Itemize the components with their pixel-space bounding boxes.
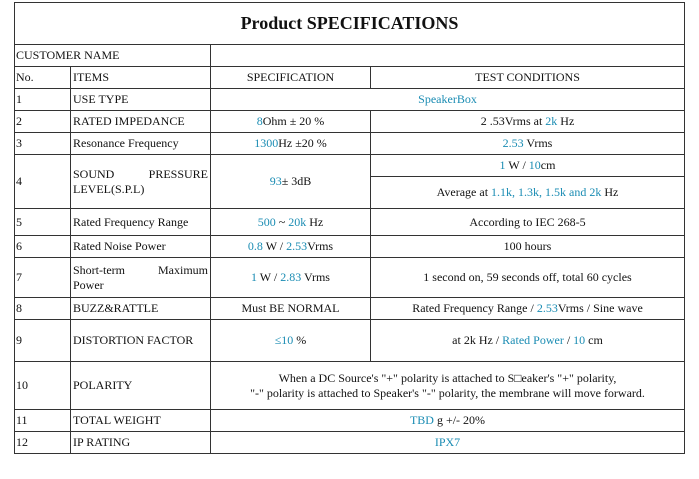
header-items: ITEMS: [71, 67, 211, 89]
test-value: 10: [528, 158, 541, 172]
spec-text: Vrms: [301, 270, 330, 284]
spec-text: %: [293, 333, 307, 347]
table-row: [15, 111, 685, 133]
spec-text: ± 3dB: [281, 174, 312, 188]
row-spec: [211, 236, 371, 258]
test-text: 2 .53Vrms at: [480, 114, 546, 128]
row-polarity-text: [211, 362, 685, 410]
item-line: LEVEL(S.P.L): [73, 181, 145, 196]
row-item: Rated Frequency Range: [71, 209, 211, 236]
value-highlight: SpeakerBox: [418, 92, 477, 106]
customer-name-label: CUSTOMER NAME: [15, 45, 211, 67]
row-test: According to IEC 268-5: [371, 209, 685, 236]
row-item: USE TYPE: [71, 89, 211, 111]
table-row: [15, 298, 685, 320]
spec-value: 93: [269, 174, 282, 188]
polarity-line: When a DC Source's "+" polarity is attached to S□eaker's "+" polarity,: [278, 370, 617, 385]
row-no: 9: [15, 320, 71, 362]
customer-name-value[interactable]: [211, 45, 685, 67]
test-text: at 2k Hz /: [452, 333, 503, 347]
table-row: [15, 209, 685, 236]
row-item: IP RATING: [71, 432, 211, 454]
spec-table: [14, 2, 685, 454]
row-no: 1: [15, 89, 71, 111]
item-word: Maximum: [158, 262, 208, 277]
page-title: Product SPECIFICATIONS: [15, 3, 685, 45]
row-test: [371, 133, 685, 155]
row-value: [211, 432, 685, 454]
table-row: [15, 236, 685, 258]
row-spec: Must BE NORMAL: [211, 298, 371, 320]
row-value: [211, 410, 685, 432]
row-item: [71, 155, 211, 209]
test-value: 1: [499, 158, 506, 172]
spec-text: W /: [262, 239, 287, 253]
row-spec: [211, 155, 371, 209]
row-no: 11: [15, 410, 71, 432]
spec-text: Ohm ± 20 %: [262, 114, 325, 128]
row-test: [371, 155, 685, 177]
row-item: [71, 258, 211, 298]
header-row: [15, 67, 685, 89]
test-text: Average at: [436, 185, 492, 199]
test-text: Vrms: [523, 136, 553, 150]
test-text: cm: [540, 158, 556, 172]
spec-text: ~: [275, 214, 289, 229]
row-test: 100 hours: [371, 236, 685, 258]
row-spec: [211, 320, 371, 362]
test-text: Rated Frequency Range /: [412, 301, 537, 315]
row-no: 6: [15, 236, 71, 258]
row-test: [371, 298, 685, 320]
row-value: [211, 89, 685, 111]
polarity-line: "-" polarity is attached to Speaker's "-" polarity, the membrane will move forward.: [250, 385, 645, 400]
spec-value: ≤10: [274, 333, 294, 347]
table-row: [15, 258, 685, 298]
table-row: [15, 89, 685, 111]
test-text: Hz: [557, 114, 575, 128]
spec-text: Hz: [306, 214, 324, 229]
test-text: Vrms / Sine wave: [557, 301, 643, 315]
row-no: 5: [15, 209, 71, 236]
test-value: 2.53: [536, 301, 558, 315]
test-text: W /: [505, 158, 529, 172]
test-text: Hz: [601, 185, 619, 199]
test-value: 10: [573, 333, 586, 347]
test-value: 2k: [545, 114, 558, 128]
spec-value: 1300: [254, 136, 279, 150]
value-highlight: IPX7: [434, 435, 461, 449]
item-word: SOUND: [73, 166, 115, 181]
table-row: [15, 410, 685, 432]
test-text: cm: [585, 333, 603, 347]
row-item: Resonance Frequency: [71, 133, 211, 155]
table-row: [15, 432, 685, 454]
spec-value: 0.8: [247, 239, 263, 253]
row-test: 1 second on, 59 seconds off, total 60 cycles: [371, 258, 685, 298]
spec-value: 2.83: [280, 270, 302, 284]
row-item: BUZZ&RATTLE: [71, 298, 211, 320]
spec-text: Hz ±20 %: [278, 136, 327, 150]
spec-text: W /: [257, 270, 281, 284]
row-item: RATED IMPEDANCE: [71, 111, 211, 133]
spec-value: 2.53: [286, 239, 308, 253]
table-row: [15, 155, 685, 177]
value-text: g +/- 20%: [433, 413, 486, 427]
row-spec: [211, 209, 371, 236]
value-highlight: TBD: [409, 413, 434, 427]
item-word: PRESSURE: [148, 166, 208, 181]
spec-text: Vrms: [307, 239, 334, 253]
header-no: No.: [15, 67, 71, 89]
row-spec: [211, 133, 371, 155]
item-line: Power: [73, 277, 104, 292]
spec-sheet: [14, 2, 684, 454]
row-test: [371, 111, 685, 133]
row-spec: [211, 111, 371, 133]
row-item: TOTAL WEIGHT: [71, 410, 211, 432]
row-no: 8: [15, 298, 71, 320]
table-row: [15, 362, 685, 410]
row-no: 2: [15, 111, 71, 133]
row-item: Rated Noise Power: [71, 236, 211, 258]
table-row: [15, 320, 685, 362]
row-no: 12: [15, 432, 71, 454]
row-no: 7: [15, 258, 71, 298]
test-value: Rated Power: [502, 333, 564, 347]
table-row: [15, 133, 685, 155]
test-text: /: [563, 333, 574, 347]
spec-value: 20k: [288, 214, 307, 229]
row-item: POLARITY: [71, 362, 211, 410]
header-specification: SPECIFICATION: [211, 67, 371, 89]
row-no: 4: [15, 155, 71, 209]
row-test: [371, 320, 685, 362]
row-no: 10: [15, 362, 71, 410]
spec-value: 1: [251, 270, 258, 284]
spec-value: 8: [256, 114, 263, 128]
header-test-conditions: TEST CONDITIONS: [371, 67, 685, 89]
item-word: Short-term: [73, 262, 125, 277]
row-no: 3: [15, 133, 71, 155]
spec-value: 500: [257, 214, 276, 229]
test-value: 1.1k, 1.3k, 1.5k and 2k: [491, 185, 602, 199]
test-value: 2.53: [502, 136, 524, 150]
row-spec: [211, 258, 371, 298]
row-test: [371, 177, 685, 209]
row-item: DISTORTION FACTOR: [71, 320, 211, 362]
